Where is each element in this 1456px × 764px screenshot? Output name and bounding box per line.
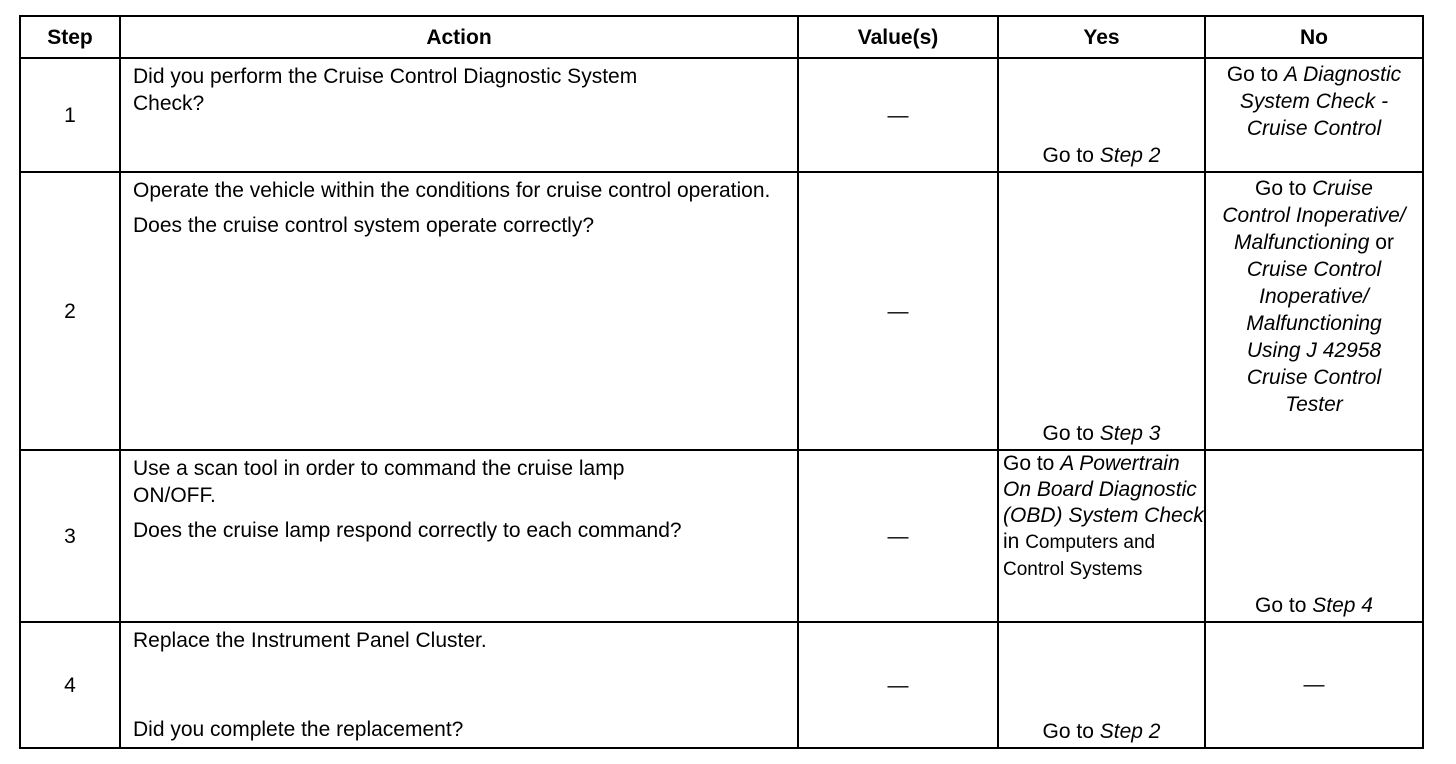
action-text: Did you perform the Cruise Control Diagnostic System Check? (133, 65, 638, 115)
action-text: Replace the Instrument Panel Cluster. (133, 629, 487, 652)
yes-prefix: Go to (1042, 144, 1094, 167)
no-prefix: Go to (1255, 177, 1307, 200)
no-cell (1205, 450, 1423, 622)
table-row (20, 172, 1423, 450)
step-number: 3 (20, 450, 120, 622)
action-question: Did you complete the replacement? (133, 718, 464, 741)
action-text: Use a scan tool in order to command the cruise lamp ON/OFF. (133, 457, 625, 507)
header-yes: Yes (998, 16, 1205, 58)
value-cell: — (798, 450, 998, 622)
action-cell (120, 172, 798, 450)
table-row (20, 622, 1423, 748)
no-prefix: Go to (1255, 594, 1307, 617)
step-number: 2 (20, 172, 120, 450)
header-no: No (1205, 16, 1423, 58)
action-cell (120, 622, 798, 748)
value-cell: — (798, 622, 998, 748)
action-text: Operate the vehicle within the conditions for cruise control operation. (133, 179, 771, 202)
step-number: 4 (20, 622, 120, 748)
value-cell: — (798, 58, 998, 172)
yes-cell (998, 58, 1205, 172)
no-link[interactable]: A Diagnostic System Check - Cruise Control (1239, 63, 1402, 140)
header-step: Step (20, 16, 120, 58)
diagnostic-table (19, 15, 1424, 749)
no-cell (1205, 172, 1423, 450)
header-row (20, 16, 1423, 58)
value-cell: — (798, 172, 998, 450)
no-cell: — (1205, 622, 1423, 748)
no-or: or (1375, 231, 1394, 254)
step-number: 1 (20, 58, 120, 172)
action-cell (120, 450, 798, 622)
yes-suffix: Computers and Control Systems (1003, 532, 1156, 580)
yes-link[interactable]: Step 2 (1099, 720, 1161, 743)
no-link-alt[interactable]: Cruise Control Inoperative/ Malfunctioning Using J 42958 Cruise Control Tester (1246, 258, 1382, 416)
yes-prefix: Go to (1042, 422, 1094, 445)
header-values: Value(s) (798, 16, 998, 58)
header-action: Action (120, 16, 798, 58)
yes-prefix: Go to (1003, 452, 1055, 475)
no-link[interactable]: Step 4 (1312, 594, 1373, 617)
action-question: Does the cruise control system operate correctly? (133, 214, 595, 237)
yes-link[interactable]: Step 3 (1099, 422, 1161, 445)
yes-cell (998, 622, 1205, 748)
table-row (20, 58, 1423, 172)
action-cell (120, 58, 798, 172)
yes-prefix: Go to (1042, 720, 1094, 743)
no-cell (1205, 58, 1423, 172)
no-link[interactable]: Cruise Control Inoperative/ Malfunctioning (1222, 177, 1406, 254)
yes-cell (998, 450, 1205, 622)
table-row (20, 450, 1423, 622)
no-prefix: Go to (1226, 63, 1279, 86)
yes-in: in (1003, 530, 1020, 553)
yes-link[interactable]: A Powertrain On Board Diagnostic (OBD) System Check (1003, 452, 1204, 527)
action-question: Does the cruise lamp respond correctly to each command? (133, 519, 682, 542)
yes-link[interactable]: Step 2 (1099, 144, 1161, 167)
yes-cell (998, 172, 1205, 450)
